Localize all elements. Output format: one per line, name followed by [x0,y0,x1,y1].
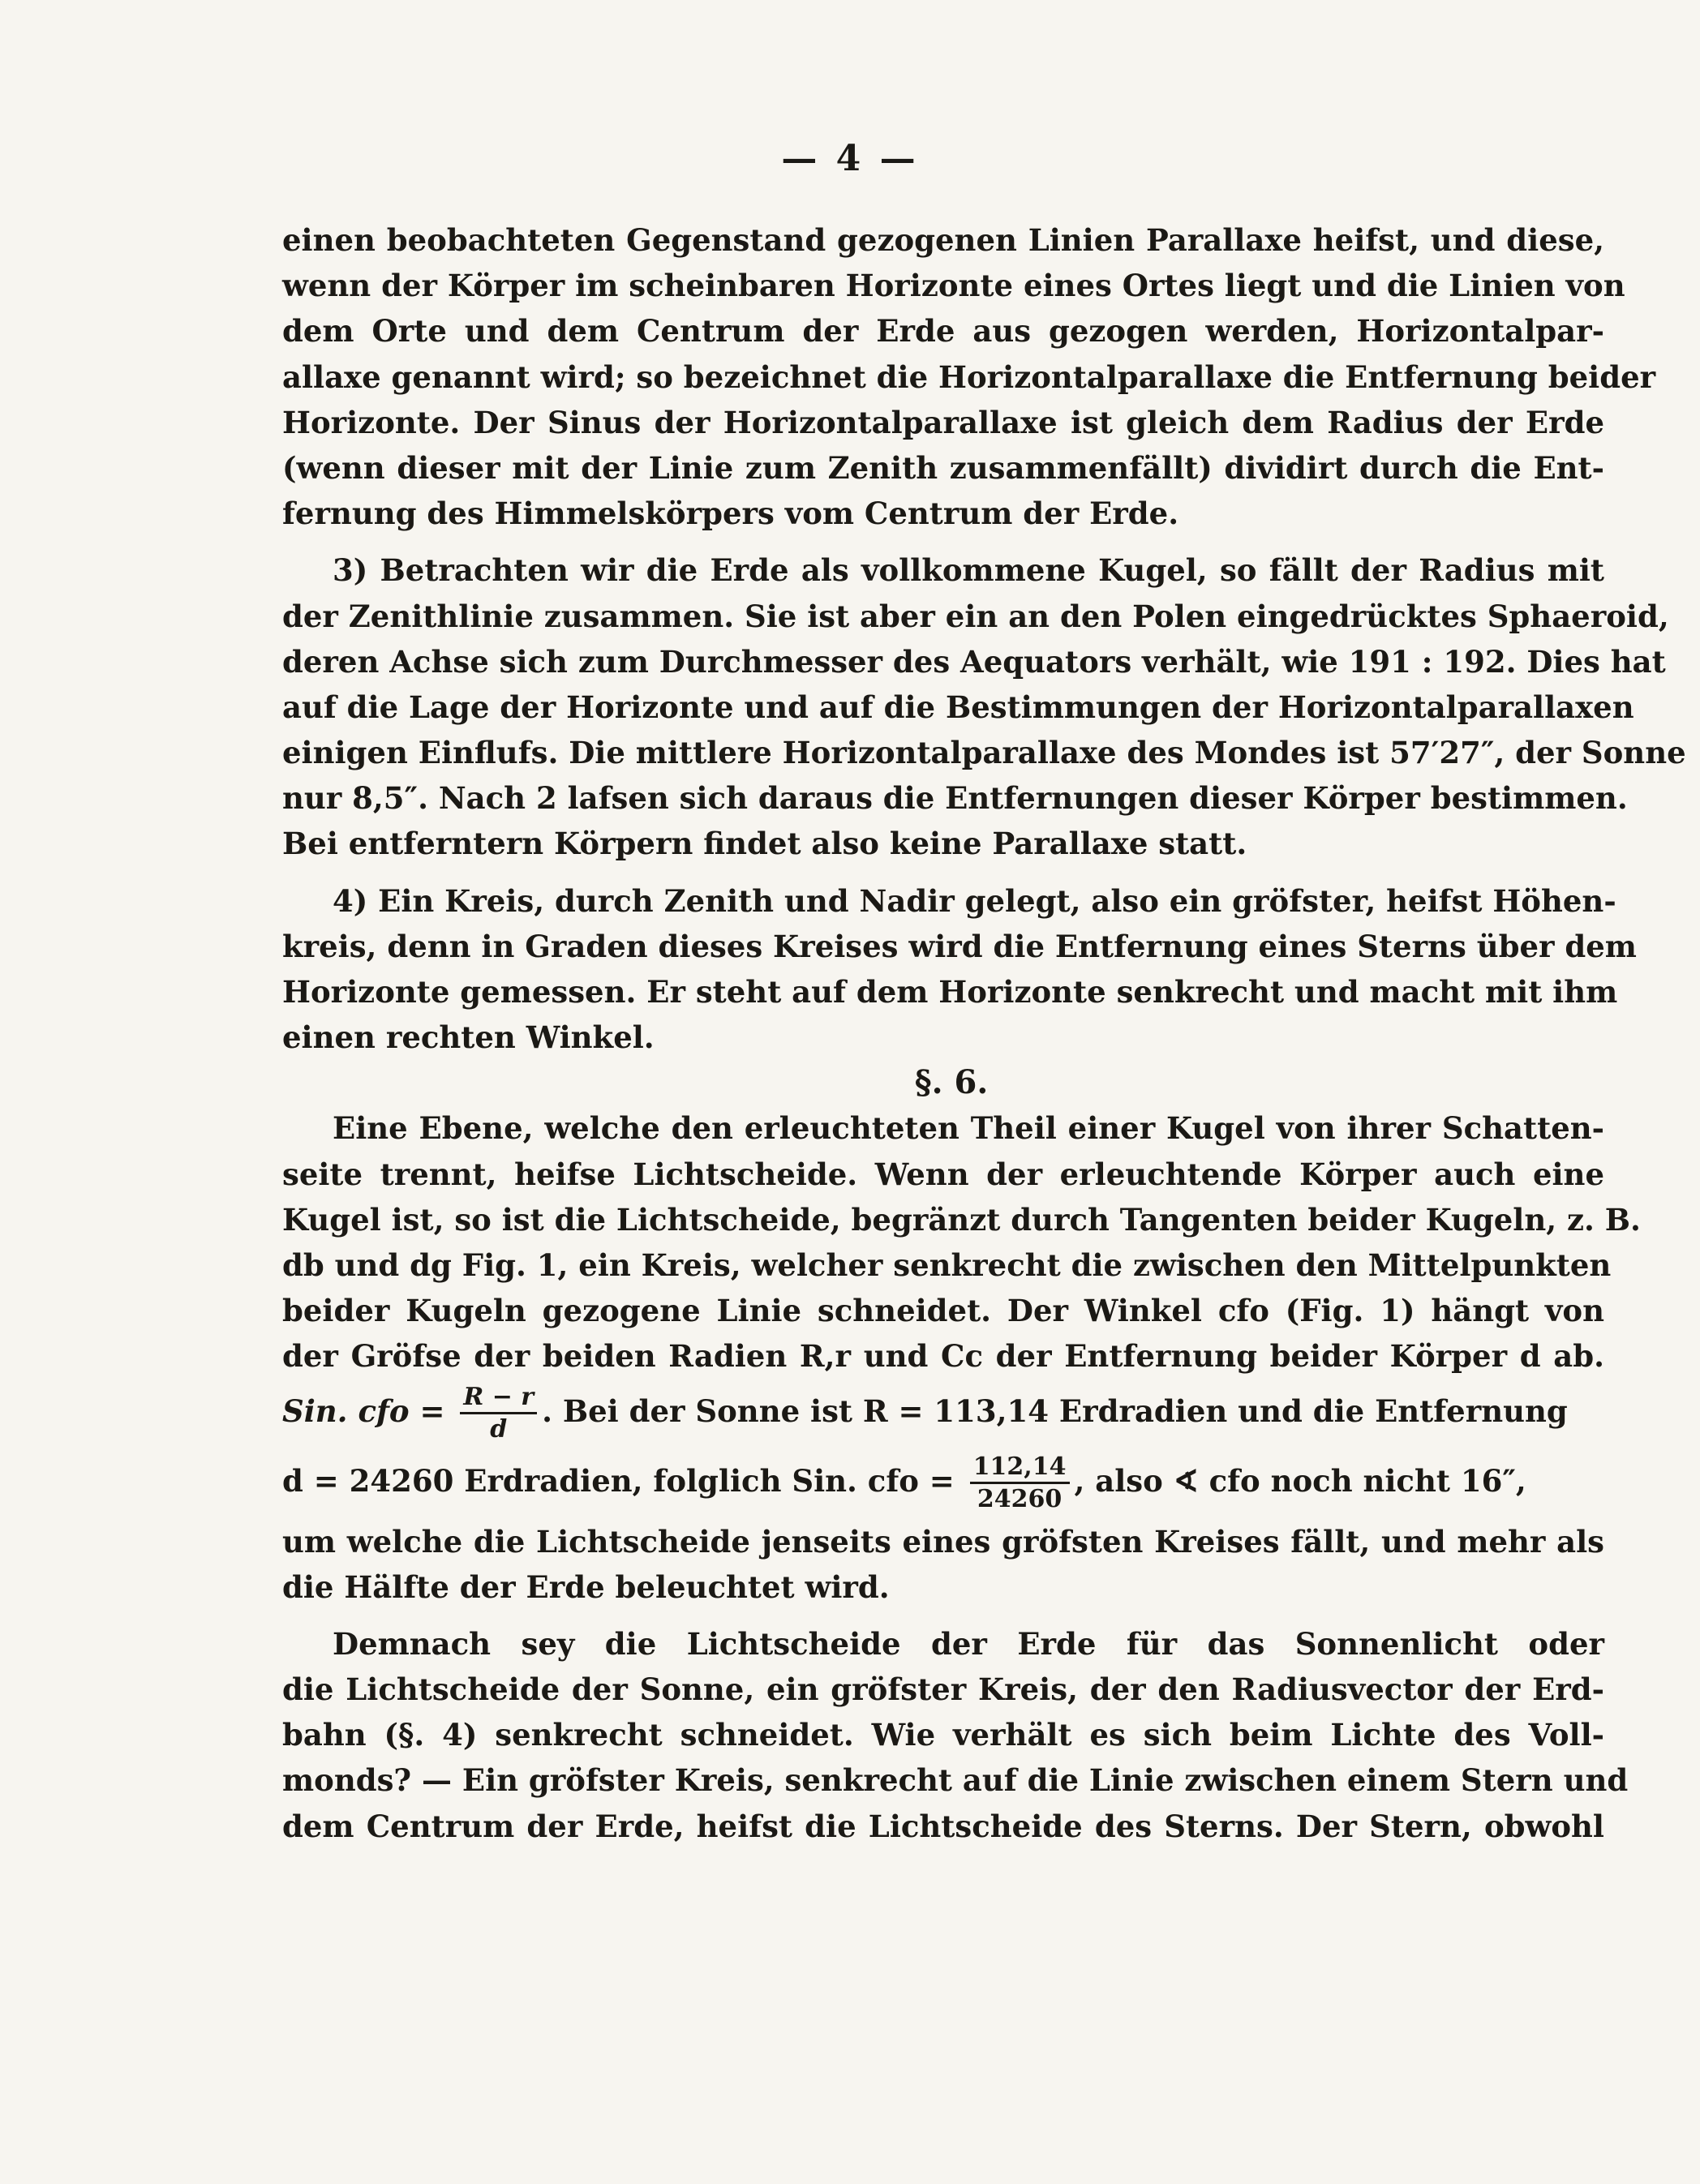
body-text [282,217,1686,1849]
text-line: die Hälfte der Erde beleuchtet wird. [282,1568,890,1605]
formula-lhs: d = 24260 Erdradien, folglich Sin. cfo = [282,1463,955,1499]
formula-rest: , also ∢ cfo noch nicht 16″, [1074,1463,1526,1499]
text-line: Eine Ebene, welche den erleuchteten Theil einer Kugel von ihrer Schatten- [333,1110,1604,1147]
text-line: der Gröfse der beiden Radien R,r und Cc der Entfernung beider Körper d ab. [282,1338,1604,1375]
text-line: db und dg Fig. 1, ein Kreis, welcher senkrecht die zwischen den Mittelpunkten [282,1246,1612,1283]
text-line: Horizonte gemessen. Er steht auf dem Horizonte senkrecht und macht mit ihm [282,974,1618,1010]
text-line: deren Achse sich zum Durchmesser des Aequators verhält, wie 191 : 192. Dies hat [282,643,1666,680]
text-line: dem Centrum der Erde, heifst die Lichtscheide des Sterns. Der Stern, obwohl [282,1808,1604,1844]
fraction [460,1384,537,1444]
formula-rest: . Bei der Sonne ist R = 113,14 Erdradien und die Entfernung [542,1393,1568,1429]
text-line: kreis, denn in Graden dieses Kreises wird die Entfernung eines Sterns über dem [282,928,1637,964]
text-line: um welche die Lichtscheide jenseits eines gröfsten Kreises fällt, und mehr als [282,1523,1604,1560]
text-line: Kugel ist, so ist die Lichtscheide, begränzt durch Tangenten beider Kugeln, z. B. [282,1201,1641,1238]
text-line: beider Kugeln gezogene Linie schneidet. Der Winkel cfo (Fig. 1) hängt von [282,1293,1604,1329]
fraction-numerator: 112,14 [970,1454,1070,1484]
text-line: einigen Einflufs. Die mittlere Horizontalparallaxe des Mondes ist 57′27″, der Sonne [282,735,1686,771]
text-line: dem Orte und dem Centrum der Erde aus gezogen werden, Horizontalpar- [282,313,1604,350]
text-line: einen rechten Winkel. [282,1019,655,1056]
text-line: seite trennt, heifse Lichtscheide. Wenn der erleuchtende Körper auch eine [282,1156,1604,1192]
text-line: auf die Lage der Horizonte und auf die Bestimmungen der Horizontalparallaxen [282,689,1634,725]
text-line: allaxe genannt wird; so bezeichnet die Horizontalparallaxe die Entfernung beider [282,358,1656,395]
formula-lhs: Sin. cfo = [282,1393,445,1429]
text-line: der Zenithlinie zusammen. Sie ist aber ein an den Polen eingedrücktes Sphaeroid, [282,598,1669,634]
paragraph-lichtscheide [282,1105,1641,1610]
text-line: fernung des Himmelskörpers vom Centrum der Erde. [282,496,1179,532]
text-line: Horizonte. Der Sinus der Horizontalparallaxe ist gleich dem Radius der Erde [282,404,1604,440]
text-line: nur 8,5″. Nach 2 lafsen sich daraus die Entfernungen dieser Körper bestimmen. [282,780,1628,817]
text-line: monds? — Ein gröfster Kreis, senkrecht auf die Linie zwischen einem Stern und [282,1762,1629,1799]
paragraph-sonnenlicht [282,1621,1629,1849]
fraction [970,1454,1070,1513]
text-line: Demnach sey die Lichtscheide der Erde für das Sonnenlicht oder [333,1625,1604,1662]
fraction-denominator: d [490,1415,508,1444]
text-line: wenn der Körper im scheinbaren Horizonte eines Ortes liegt und die Linien von [282,268,1625,304]
text-line: 3) Betrachten wir die Erde als vollkommene Kugel, so fällt der Radius mit [333,552,1604,589]
text-line: die Lichtscheide der Sonne, ein gröfster Kreis, der den Radiusvector der Erd- [282,1671,1604,1708]
fraction-numerator: R − r [460,1384,537,1414]
paragraph-parallax [282,217,1656,536]
formula-line [282,1379,1604,1449]
page-number: — 4 — [781,138,919,179]
paragraph-hoehenkreis [282,878,1637,1061]
text-line: Bei entferntern Körpern findet also keine Parallaxe statt. [282,826,1247,862]
section-heading: §. 6. [914,1063,989,1102]
paragraph-spheroid [282,547,1686,866]
fraction-denominator: 24260 [977,1485,1062,1513]
formula-line [282,1449,1604,1519]
text-line: (wenn dieser mit der Linie zum Zenith zusammenfällt) dividirt durch die Ent- [282,449,1604,486]
text-line: bahn (§. 4) senkrecht schneidet. Wie verhält es sich beim Lichte des Voll- [282,1717,1604,1753]
text-line: 4) Ein Kreis, durch Zenith und Nadir gelegt, also ein gröfster, heifst Höhen- [333,882,1616,919]
text-line: einen beobachteten Gegenstand gezogenen Linien Parallaxe heifst, und diese, [282,222,1604,258]
